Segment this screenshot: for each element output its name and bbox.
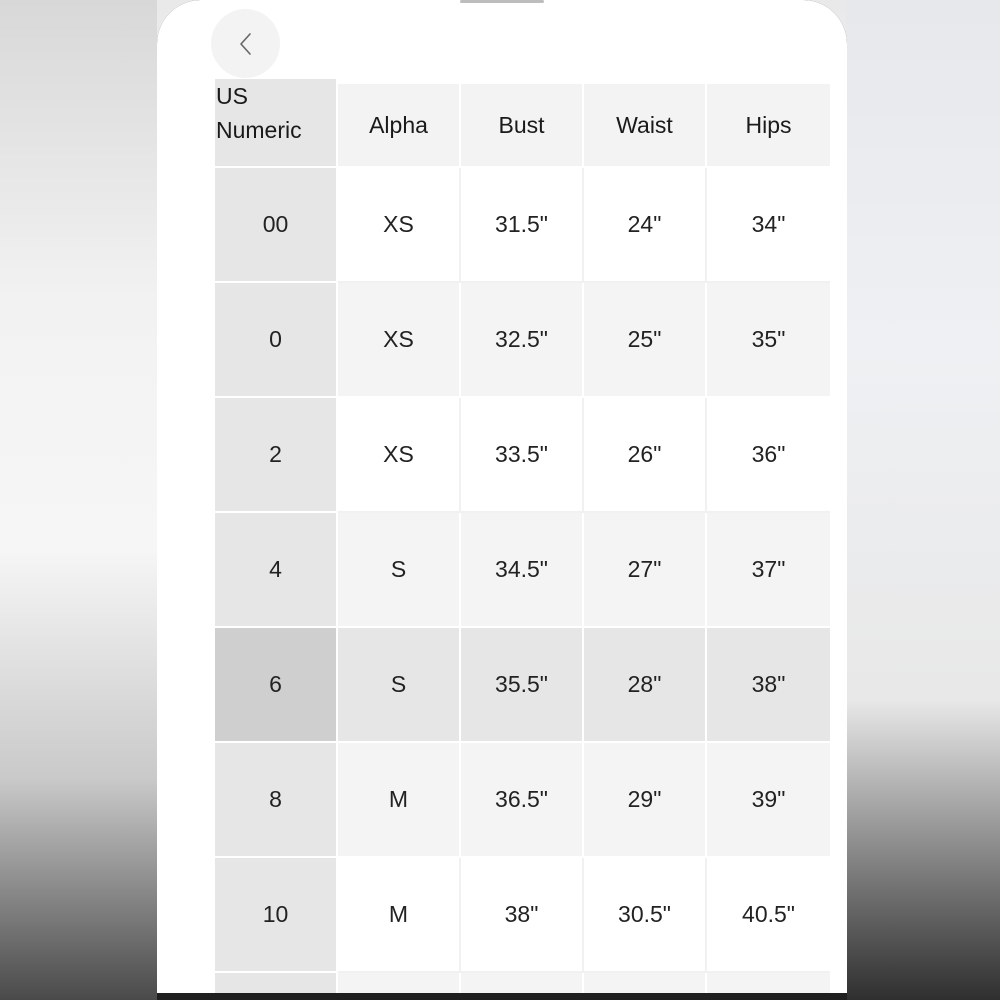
cell-waist: 28" (584, 628, 707, 743)
header-us-numeric-label: US Numeric (216, 83, 302, 143)
cell-hips: 40.5" (707, 858, 830, 973)
cell-us-numeric: 6 (215, 628, 338, 743)
cell-waist (584, 973, 707, 993)
size-chart-table (215, 84, 830, 993)
background-left (0, 0, 157, 1000)
header-alpha: Alpha (338, 84, 461, 168)
sheet-grabber[interactable] (460, 0, 544, 3)
header-bust: Bust (461, 84, 584, 168)
cell-alpha: M (338, 743, 461, 858)
cell-us-numeric: 4 (215, 513, 338, 628)
cell-bust: 32.5" (461, 283, 584, 398)
cell-waist: 24" (584, 168, 707, 283)
table-row[interactable] (215, 283, 830, 398)
cell-alpha: XS (338, 283, 461, 398)
background-right (846, 0, 1000, 1000)
header-hips: Hips (707, 84, 830, 168)
cell-us-numeric: 10 (215, 858, 338, 973)
cell-alpha: XS (338, 168, 461, 283)
table-row-partial (215, 973, 830, 993)
cell-hips: 34" (707, 168, 830, 283)
cell-us-numeric (215, 973, 338, 993)
header-waist: Waist (584, 84, 707, 168)
chevron-left-icon (239, 32, 253, 56)
table-row[interactable] (215, 858, 830, 973)
cell-waist: 30.5" (584, 858, 707, 973)
cell-bust: 31.5" (461, 168, 584, 283)
table-header-row (215, 84, 830, 168)
cell-hips: 39" (707, 743, 830, 858)
cell-bust: 35.5" (461, 628, 584, 743)
cell-us-numeric: 8 (215, 743, 338, 858)
cell-bust: 34.5" (461, 513, 584, 628)
cell-hips: 37" (707, 513, 830, 628)
cell-alpha: XS (338, 398, 461, 513)
table-row-selected[interactable] (215, 628, 830, 743)
cell-us-numeric: 00 (215, 168, 338, 283)
cell-hips: 36" (707, 398, 830, 513)
cell-hips (707, 973, 830, 993)
size-chart-sheet (157, 0, 847, 993)
cell-hips: 38" (707, 628, 830, 743)
cell-bust: 36.5" (461, 743, 584, 858)
table-row[interactable] (215, 398, 830, 513)
cell-waist: 25" (584, 283, 707, 398)
header-us-numeric (215, 79, 338, 168)
cell-hips: 35" (707, 283, 830, 398)
cell-waist: 29" (584, 743, 707, 858)
table-row[interactable] (215, 168, 830, 283)
back-button[interactable] (211, 9, 280, 78)
cell-bust: 38" (461, 858, 584, 973)
cell-us-numeric: 2 (215, 398, 338, 513)
cell-bust: 33.5" (461, 398, 584, 513)
cell-us-numeric: 0 (215, 283, 338, 398)
cell-alpha: S (338, 513, 461, 628)
cell-alpha: M (338, 858, 461, 973)
cell-bust (461, 973, 584, 993)
cell-waist: 26" (584, 398, 707, 513)
table-row[interactable] (215, 743, 830, 858)
cell-alpha: S (338, 628, 461, 743)
table-row[interactable] (215, 513, 830, 628)
cell-alpha (338, 973, 461, 993)
cell-waist: 27" (584, 513, 707, 628)
